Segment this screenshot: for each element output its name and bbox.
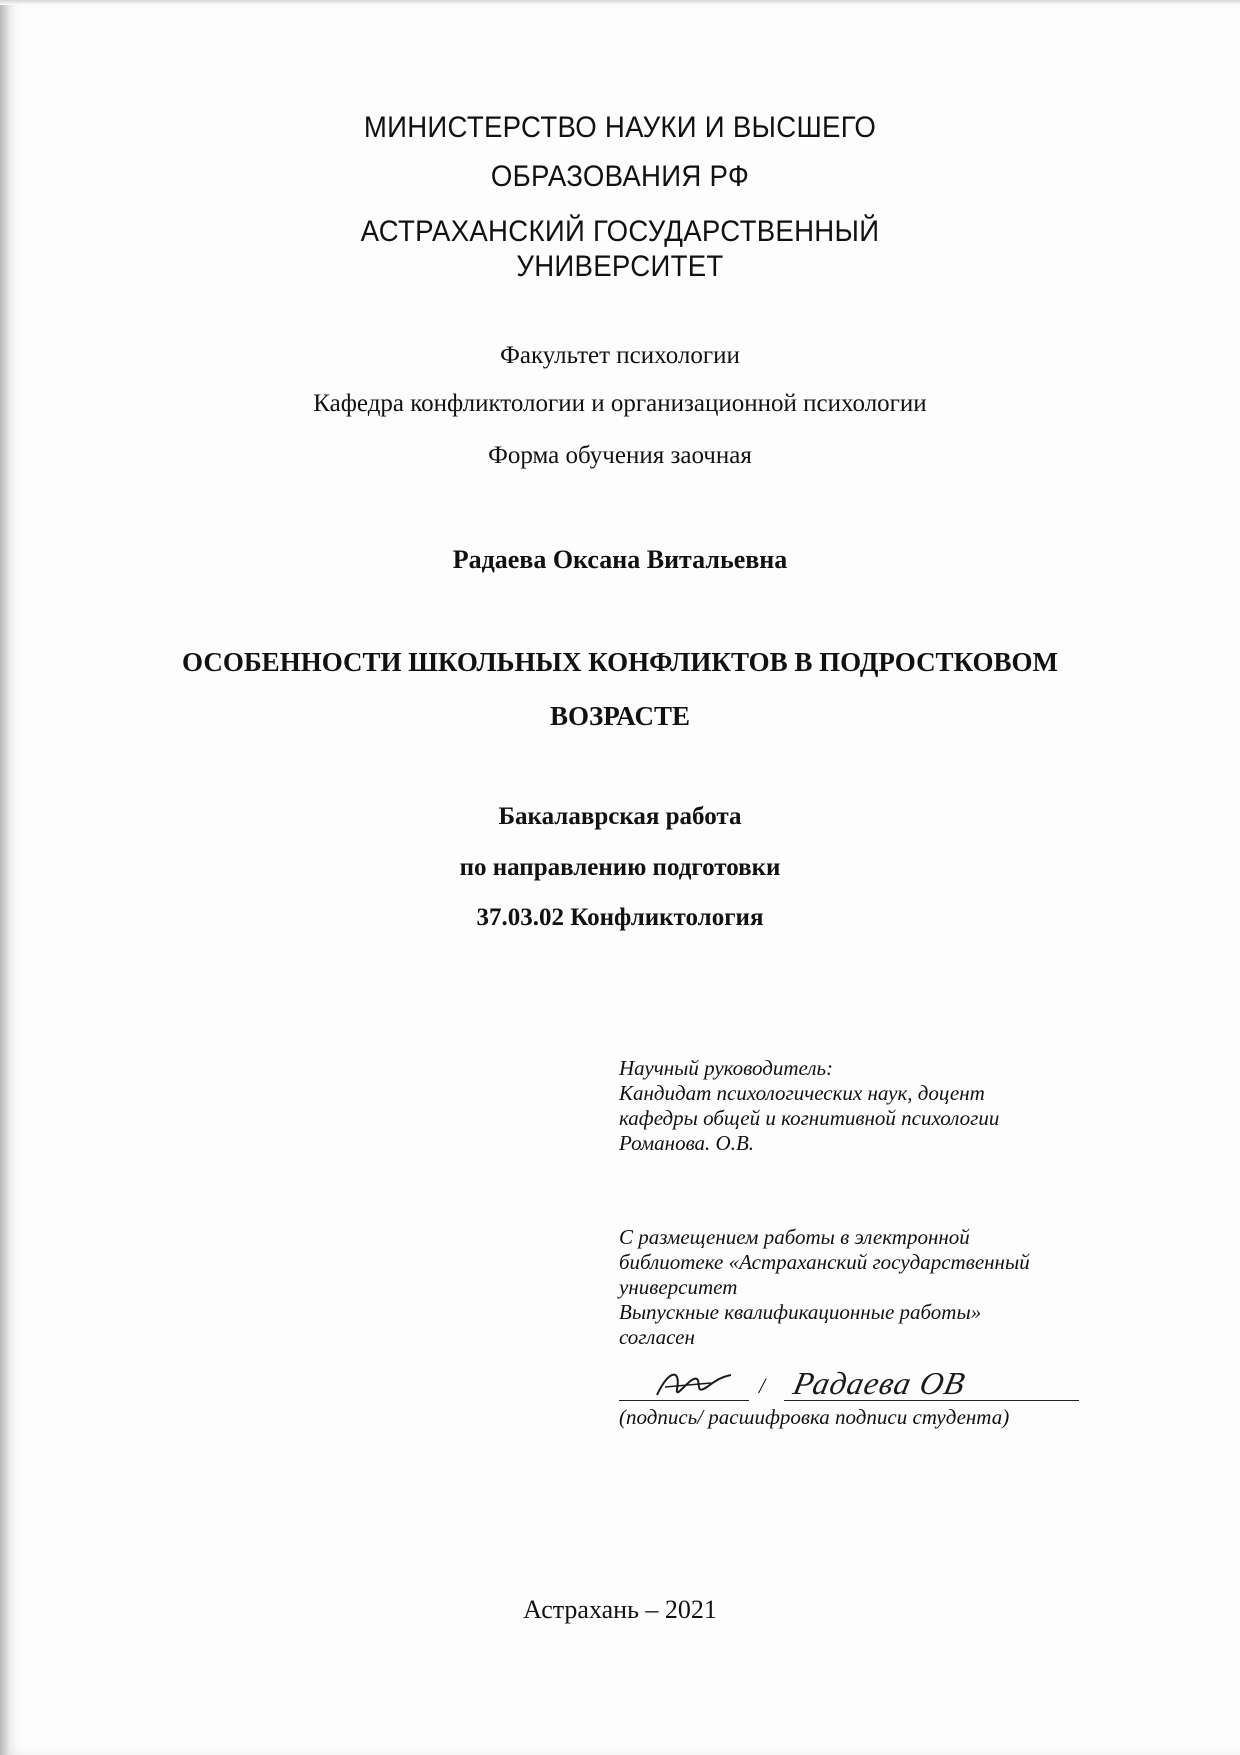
consent-block — [619, 1225, 1199, 1350]
university-line-1: АСТРАХАНСКИЙ ГОСУДАРСТВЕННЫЙ — [360, 215, 880, 248]
supervisor-block — [619, 1056, 1199, 1156]
scan-edge-top — [0, 0, 1240, 5]
supervisor-degree: Кандидат психологических наук, доцент — [619, 1081, 985, 1105]
supervisor-name: Романова. О.В. — [619, 1131, 755, 1155]
city-year: Астрахань – 2021 — [523, 1595, 717, 1624]
study-form: Форма обучения заочная — [488, 442, 752, 469]
faculty-name: Факультет психологии — [500, 342, 740, 369]
consent-line-1: С размещением работы в электронной — [619, 1225, 970, 1249]
signature-separator: / — [759, 1373, 766, 1398]
thesis-title-line-2: ВОЗРАСТЕ — [550, 701, 690, 731]
department-name: Кафедра конфликтологии и организационной психологии — [313, 390, 927, 417]
handwritten-name: Радаева ОВ — [790, 1365, 969, 1401]
university-line-2: УНИВЕРСИТЕТ — [516, 250, 724, 283]
work-code: 37.03.02 Конфликтология — [476, 904, 764, 931]
ministry-line-1: МИНИСТЕРСТВО НАУКИ И ВЫСШЕГО — [363, 111, 877, 144]
consent-line-5: согласен — [619, 1325, 695, 1349]
consent-line-3: университет — [619, 1275, 738, 1299]
signature-row — [619, 1365, 1079, 1405]
signature-caption: (подпись/ расшифровка подписи студента) — [619, 1405, 1010, 1429]
work-direction: по направлению подготовки — [459, 854, 781, 881]
supervisor-label: Научный руководитель: — [619, 1056, 834, 1080]
supervisor-department: кафедры общей и когнитивной психологии — [619, 1106, 1000, 1130]
consent-line-2: библиотеке «Астраханский государственный — [619, 1250, 1030, 1274]
ministry-line-2: ОБРАЗОВАНИЯ РФ — [490, 160, 750, 193]
consent-line-4: Выпускные квалификационные работы» — [619, 1300, 982, 1324]
author-name: Радаева Оксана Витальевна — [452, 545, 788, 574]
work-type: Бакалаврская работа — [498, 803, 742, 830]
handwritten-signature — [651, 1365, 741, 1407]
thesis-title-line-1: ОСОБЕННОСТИ ШКОЛЬНЫХ КОНФЛИКТОВ В ПОДРОСТКОВОМ — [182, 647, 1058, 677]
